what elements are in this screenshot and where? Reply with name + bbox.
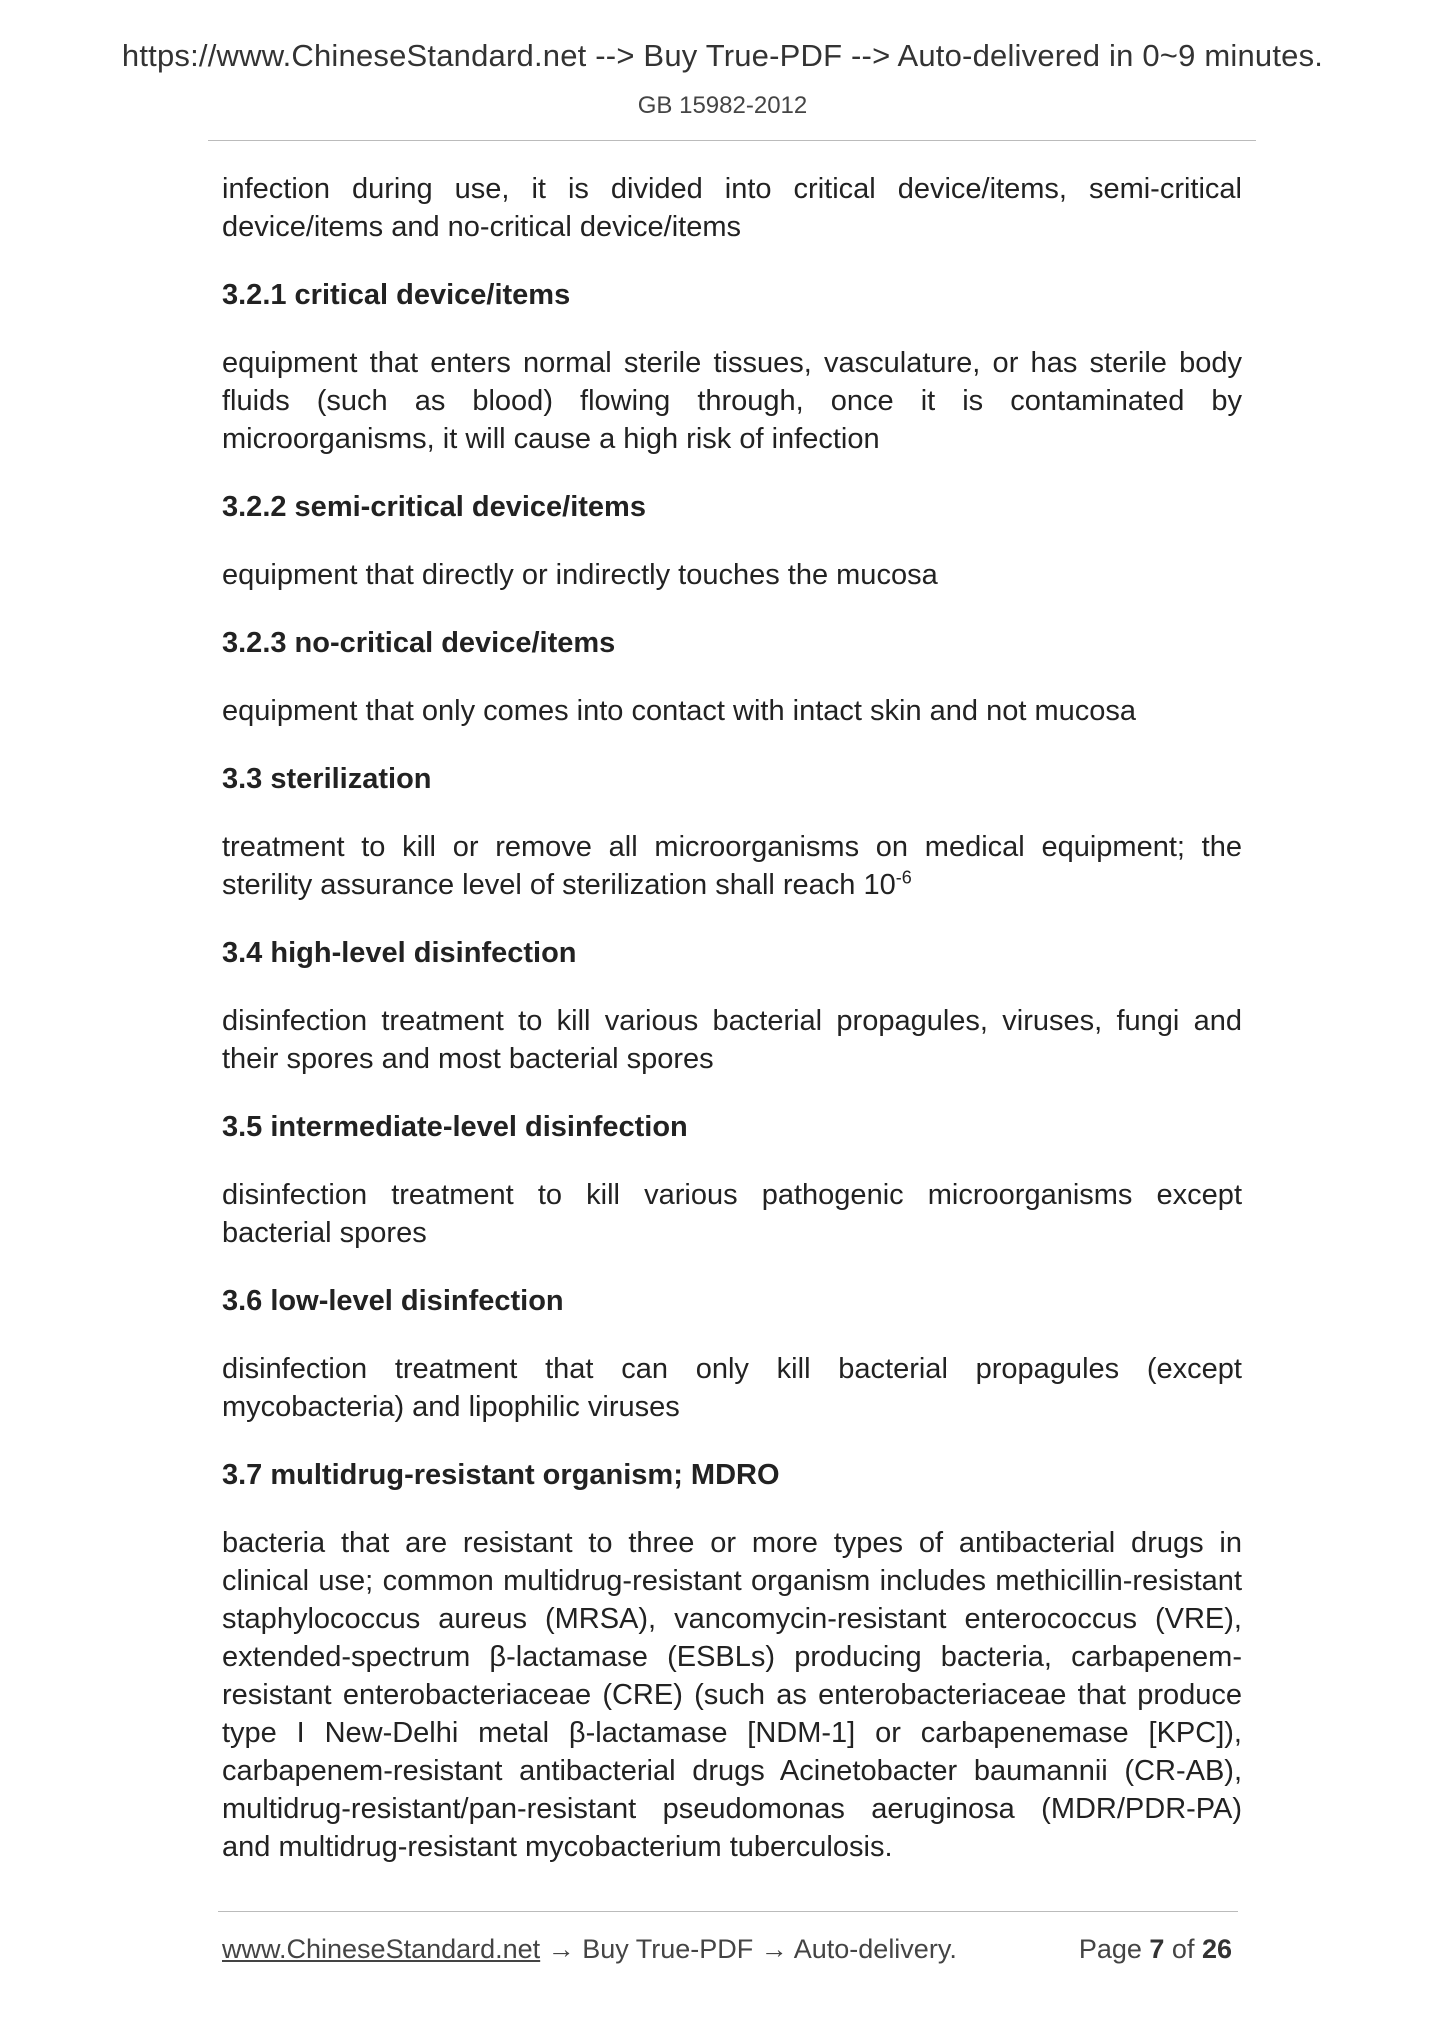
section-3-7-heading: 3.7 multidrug-resistant organism; MDRO (222, 1459, 780, 1491)
intro-paragraph: infection during use, it is divided into critical device/items, semi-critical device/items and no-critical device/items (222, 173, 1242, 243)
section-3-2-3-text: equipment that only comes into contact with intact skin and not mucosa (222, 695, 1136, 727)
section-3-2-1-text: equipment that enters normal sterile tissues, vasculature, or has sterile body fluids (such as blood) flowing through, once it is contaminated by microorganisms, it will cause a high risk of infection (222, 347, 1242, 455)
footer-site-link[interactable]: www.ChineseStandard.net (222, 1934, 541, 1964)
document-body (222, 170, 1242, 1896)
footer-promo (222, 1934, 957, 1965)
total-pages-number: 26 (1201, 1934, 1232, 1964)
section-3-5-text: disinfection treatment to kill various pathogenic microorganisms except bacterial spores (222, 1179, 1242, 1249)
section-3-3-text (222, 828, 1242, 904)
section-3-2-1-heading: 3.2.1 critical device/items (222, 279, 571, 311)
footer-divider (218, 1911, 1238, 1912)
page-counter (1079, 1934, 1232, 1965)
section-3-6-text: disinfection treatment that can only kill bacterial propagules (except mycobacteria) and lipophilic viruses (222, 1353, 1242, 1423)
section-3-2-2-heading: 3.2.2 semi-critical device/items (222, 491, 646, 523)
header-divider (208, 140, 1256, 141)
section-3-3-text-body: treatment to kill or remove all microorganisms on medical equipment; the sterility assurance level of sterilization shall reach 10 (222, 831, 1242, 901)
page-label: Page (1078, 1934, 1150, 1964)
section-3-6-heading: 3.6 low-level disinfection (222, 1285, 564, 1317)
section-3-4-heading: 3.4 high-level disinfection (222, 937, 577, 969)
section-3-2-3-heading: 3.2.3 no-critical device/items (222, 627, 616, 659)
footer-promo-text: → Buy True-PDF → Auto-delivery. (540, 1934, 957, 1964)
document-id: GB 15982-2012 (637, 92, 808, 119)
section-3-7-text: bacteria that are resistant to three or more types of antibacterial drugs in clinical use; common multidrug-resistant organism includes methicillin-resistant staphylococcus aureus (MRSA), vancomycin-resistant enterococcus (VRE), extended-spectrum β-lactamase (ESBLs) producing bacteria, carbapenem-resistant enterobacteriaceae (CRE) (such as enterobacteriaceae that produce type I New-Delhi metal β-lactamase [NDM-1] or carbapenemase [KPC]), carbapenem-resistant antibacterial drugs Acinetobacter baumannii (CR-AB), multidrug-resistant/pan-resistant pseudomonas aeruginosa (MDR/PDR-PA) and multidrug-resistant mycobacterium tuberculosis. (222, 1527, 1242, 1863)
header-banner: https://www.ChineseStandard.net --> Buy True-PDF --> Auto-delivered in 0~9 minutes. (121, 38, 1324, 73)
current-page-number: 7 (1149, 1934, 1165, 1964)
sterility-exponent: -6 (895, 867, 912, 888)
of-label: of (1164, 1934, 1202, 1964)
section-3-3-heading: 3.3 sterilization (222, 763, 432, 795)
section-3-4-text: disinfection treatment to kill various bacterial propagules, viruses, fungi and their spores and most bacterial spores (222, 1005, 1242, 1075)
section-3-2-2-text: equipment that directly or indirectly touches the mucosa (222, 559, 938, 591)
section-3-5-heading: 3.5 intermediate-level disinfection (222, 1111, 688, 1143)
